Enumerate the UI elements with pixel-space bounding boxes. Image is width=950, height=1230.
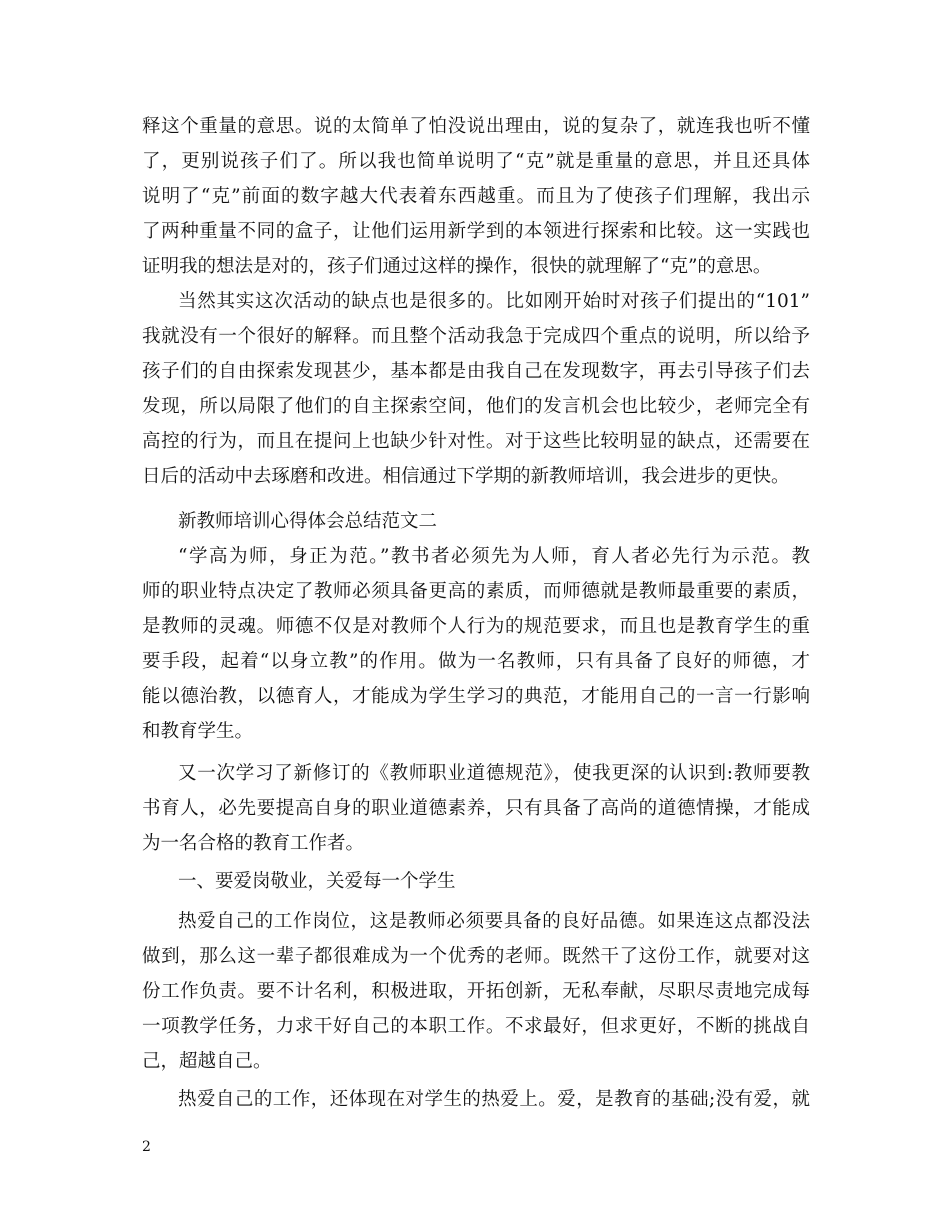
text-line: 能以德治教，以德育人，才能成为学生学习的典范，才能用自己的一言一行影响 — [142, 686, 810, 707]
text-line: 我就没有一个很好的解释。而且整个活动我急于完成四个重点的说明，所以给予 — [142, 326, 810, 347]
text-line: 日后的活动中去琢磨和改进。相信通过下学期的新教师培训，我会进步的更快。 — [142, 466, 790, 487]
text-line: 一项教学任务，力求干好自己的本职工作。不求最好，但求更好，不断的挑战自 — [142, 1016, 810, 1037]
text-line: 份工作负责。要不计名利，积极进取，开拓创新，无私奉献，尽职尽责地完成每 — [142, 981, 810, 1002]
text-line: 证明我的想法是对的，孩子们通过这样的操作，很快的就理解了“克”的意思。 — [142, 256, 772, 277]
text-line: 是教师的灵魂。师德不仅是对教师个人行为的规范要求，而且也是教育学生的重 — [142, 616, 810, 637]
text-line: 热爱自己的工作，还体现在对学生的热爱上。爱，是教育的基础;没有爱，就 — [178, 1089, 810, 1110]
page-number: 2 — [142, 1139, 151, 1155]
text-line: 孩子们的自由探索发现甚少，基本都是由我自己在发现数字，再去引导孩子们去 — [142, 361, 810, 382]
text-line: 己，超越自己。 — [142, 1051, 272, 1072]
text-line: “学高为师，身正为范。”教书者必须先为人师，育人者必先行为示范。教 — [178, 546, 810, 567]
text-line: 说明了“克”前面的数字越大代表着东西越重。而且为了使孩子们理解，我出示 — [142, 186, 810, 207]
text-line: 高控的行为，而且在提问上也缺少针对性。对于这些比较明显的缺点，还需要在 — [142, 431, 810, 452]
section-heading: 新教师培训心得体会总结范文二 — [178, 511, 438, 532]
text-line: 和教育学生。 — [142, 721, 254, 742]
text-line: 热爱自己的工作岗位，这是教师必须要具备的良好品德。如果连这点都没法 — [178, 911, 810, 932]
section-heading: 一、要爱岗敬业，关爱每一个学生 — [178, 871, 456, 892]
text-line: 了两种重量不同的盒子，让他们运用新学到的本领进行探索和比较。这一实践也 — [142, 221, 810, 242]
text-line: 当然其实这次活动的缺点也是很多的。比如刚开始时对孩子们提出的“101” — [178, 291, 810, 312]
text-line: 发现，所以局限了他们的自主探索空间，他们的发言机会也比较少，老师完全有 — [142, 396, 810, 417]
text-line: 了，更别说孩子们了。所以我也简单说明了“克”就是重量的意思，并且还具体 — [142, 151, 810, 172]
text-line: 做到，那么这一辈子都很难成为一个优秀的老师。既然干了这份工作，就要对这 — [142, 946, 810, 967]
text-line: 又一次学习了新修订的《教师职业道德规范》，使我更深的认识到:教师要教 — [178, 763, 810, 784]
text-line: 师的职业特点决定了教师必须具备更高的素质，而师德就是教师最重要的素质， — [142, 581, 810, 602]
text-line: 为一名合格的教育工作者。 — [142, 833, 365, 854]
text-line: 书育人，必先要提高自身的职业道德素养，只有具备了高尚的道德情操，才能成 — [142, 798, 810, 819]
text-line: 要手段，起着“以身立教”的作用。做为一名教师，只有具备了良好的师德，才 — [142, 651, 810, 672]
text-line: 释这个重量的意思。说的太简单了怕没说出理由，说的复杂了，就连我也听不懂 — [142, 116, 810, 137]
